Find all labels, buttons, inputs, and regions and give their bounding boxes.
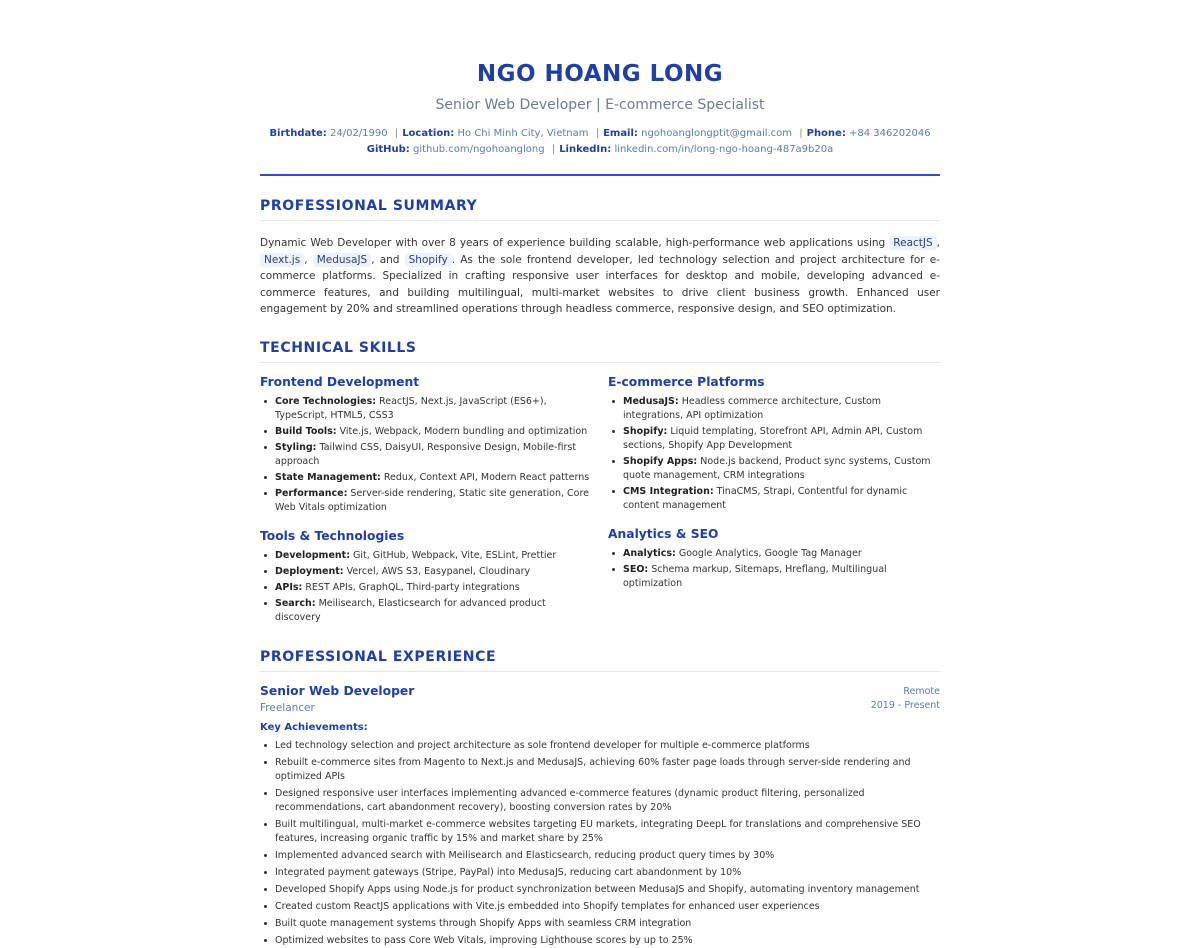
separator: | bbox=[595, 128, 600, 139]
skill-key: CMS Integration: bbox=[623, 485, 714, 497]
resume-header bbox=[260, 58, 940, 176]
skill-value: Vercel, AWS S3, Easypanel, Cloudinary bbox=[343, 565, 531, 577]
list-item bbox=[275, 395, 592, 423]
skills-heading: TECHNICAL SKILLS bbox=[260, 340, 940, 363]
list-item bbox=[275, 441, 592, 469]
list-item bbox=[275, 565, 592, 579]
skill-value: REST APIs, GraphQL, Third-party integrations bbox=[302, 581, 520, 593]
list-item: Optimized websites to pass Core Web Vitals, improving Lighthouse scores by up to 25% bbox=[275, 934, 940, 948]
skills-grid bbox=[260, 373, 940, 637]
skill-value: Schema markup, Sitemaps, Hreflang, Multilingual optimization bbox=[623, 563, 887, 589]
skill-value: Git, GitHub, Webpack, Vite, ESLint, Prettier bbox=[350, 549, 557, 561]
email-link[interactable]: ngohoanglongptit@gmail.com bbox=[641, 128, 793, 139]
list-item bbox=[275, 487, 592, 515]
experience-section bbox=[260, 649, 940, 948]
skill-value: Meilisearch, Elasticsearch for advanced product discovery bbox=[275, 597, 546, 623]
skill-value: Redux, Context API, Modern React patterns bbox=[380, 471, 590, 483]
summary-part: Dynamic Web Developer with over 8 years of experience building scalable, high-performance web applications using bbox=[260, 237, 890, 249]
list-item bbox=[623, 425, 940, 453]
skill-value: TinaCMS, Strapi, Contentful for dynamic content management bbox=[623, 485, 908, 511]
list-item bbox=[623, 547, 940, 561]
summary-text bbox=[260, 235, 940, 318]
separator: | bbox=[551, 144, 556, 155]
skill-key: Build Tools: bbox=[275, 425, 337, 437]
skill-key: Core Technologies: bbox=[275, 395, 377, 407]
list-item: Rebuilt e-commerce sites from Magento to Next.js and MedusaJS, achieving 60% faster page loads through server-side rendering and optimized APIs bbox=[275, 756, 940, 784]
experience-heading: PROFESSIONAL EXPERIENCE bbox=[260, 649, 940, 672]
skill-key: Development: bbox=[275, 549, 350, 561]
frontend-list bbox=[260, 395, 592, 515]
birthdate-label: Birthdate: bbox=[269, 128, 327, 139]
contact-info bbox=[260, 126, 940, 158]
skill-key: Shopify Apps: bbox=[623, 455, 698, 467]
list-item bbox=[623, 395, 940, 423]
email-label: Email: bbox=[603, 128, 638, 139]
candidate-title: Senior Web Developer | E-commerce Specialist bbox=[435, 97, 765, 113]
job-dates: 2019 - Present bbox=[870, 699, 940, 711]
tools-list bbox=[260, 549, 592, 625]
skill-key: Shopify: bbox=[623, 425, 668, 437]
summary-part: . As the sole frontend developer, led technology selection and project architecture for e-commerce platforms. Specialized in crafting responsive user interfaces for desktop and mobile, developing advanced e-commerce features, and building multilingual, multi-market websites to drive client business growth. Enhanced user engagement by 20% and streamlined operations through headless commerce, responsive design, and SEO optimization. bbox=[260, 253, 940, 316]
list-item: Built quote management systems through Shopify Apps with seamless CRM integration bbox=[275, 917, 940, 931]
skill-value: Node.js backend, Product sync systems, Custom quote management, CRM integrations bbox=[623, 455, 931, 481]
github-label: GitHub: bbox=[366, 144, 410, 155]
location-label: Location: bbox=[402, 128, 455, 139]
skill-key: MedusaJS: bbox=[623, 395, 679, 407]
list-item: Implemented advanced search with Meilisearch and Elasticsearch, reducing product query times by 30% bbox=[275, 849, 940, 863]
list-item bbox=[623, 485, 940, 513]
skill-value: ReactJS, Next.js, JavaScript (ES6+), TypeScript, HTML5, CSS3 bbox=[275, 395, 547, 421]
list-item: Developed Shopify Apps using Node.js for product synchronization between MedusaJS and Shopify, automating inventory management bbox=[275, 883, 940, 897]
phone-label: Phone: bbox=[806, 128, 846, 139]
tools-heading: Tools & Technologies bbox=[260, 528, 405, 543]
tools-group bbox=[260, 527, 592, 625]
tech-tag: Next.js bbox=[260, 253, 304, 267]
job-meta bbox=[871, 682, 940, 716]
list-item: Led technology selection and project architecture as sole frontend developer for multiple e-commerce platforms bbox=[275, 739, 940, 753]
company-name: Freelancer bbox=[260, 701, 315, 714]
candidate-name: NGO HOANG LONG bbox=[476, 61, 724, 87]
location-value: Ho Chi Minh City, Vietnam bbox=[457, 128, 589, 139]
separator: | bbox=[394, 128, 399, 139]
analytics-heading: Analytics & SEO bbox=[608, 526, 719, 541]
summary-and: , and bbox=[371, 253, 405, 266]
skill-key: SEO: bbox=[623, 563, 649, 575]
skill-key: Deployment: bbox=[275, 565, 344, 577]
skills-left-column bbox=[260, 373, 592, 637]
tech-tag: ReactJS bbox=[889, 236, 936, 250]
skill-value: Headless commerce architecture, Custom integrations, API optimization bbox=[623, 395, 882, 421]
list-item: Built multilingual, multi-market e-commerce websites targeting EU markets, integrating DeepL for translations and comprehensive SEO features, increasing organic traffic by 15% and market share by 25% bbox=[275, 818, 940, 846]
list-item bbox=[275, 581, 592, 595]
achievements-list bbox=[260, 739, 940, 948]
frontend-heading: Frontend Development bbox=[260, 374, 420, 389]
job-title: Senior Web Developer bbox=[260, 683, 415, 698]
skill-value: Vite.js, Webpack, Modern bundling and optimization bbox=[336, 425, 588, 437]
skill-value: Google Analytics, Google Tag Manager bbox=[675, 547, 862, 559]
linkedin-label: LinkedIn: bbox=[559, 144, 612, 155]
ecommerce-group bbox=[608, 373, 940, 513]
job-left bbox=[260, 682, 414, 716]
list-item bbox=[275, 549, 592, 563]
summary-section bbox=[260, 198, 940, 318]
skill-key: Styling: bbox=[275, 441, 317, 453]
skill-value: Tailwind CSS, DaisyUI, Responsive Design, Mobile-first approach bbox=[275, 441, 577, 467]
resume-page bbox=[260, 0, 940, 948]
tech-tag: Shopify bbox=[405, 253, 452, 267]
skill-key: Analytics: bbox=[623, 547, 676, 559]
skill-value: Server-side rendering, Static site generation, Core Web Vitals optimization bbox=[275, 487, 589, 513]
separator: | bbox=[799, 128, 803, 139]
contact-line-1 bbox=[260, 126, 940, 142]
linkedin-link[interactable]: linkedin.com/in/long-ngo-hoang-487a9b20a bbox=[614, 144, 834, 155]
skill-key: Performance: bbox=[275, 487, 348, 499]
list-item bbox=[275, 471, 592, 485]
list-item bbox=[275, 425, 592, 439]
header-divider bbox=[260, 174, 940, 176]
ecommerce-list bbox=[608, 395, 940, 513]
skill-key: APIs: bbox=[275, 581, 303, 593]
skills-section bbox=[260, 340, 940, 637]
phone-link[interactable]: +84 346202046 bbox=[849, 128, 931, 139]
github-link[interactable]: github.com/ngohoanglong bbox=[412, 144, 545, 155]
skill-value: Liquid templating, Storefront API, Admin API, Custom sections, Shopify App Development bbox=[623, 425, 923, 451]
frontend-group bbox=[260, 373, 592, 515]
job-header bbox=[260, 682, 940, 716]
list-item: Integrated payment gateways (Stripe, PayPal) into MedusaJS, reducing cart abandonment by 10% bbox=[275, 866, 940, 880]
analytics-list bbox=[608, 547, 940, 591]
achievements-label: Key Achievements: bbox=[260, 721, 368, 733]
summary-comma: , bbox=[936, 237, 940, 249]
skill-key: Search: bbox=[275, 597, 316, 609]
list-item bbox=[623, 563, 940, 591]
skill-key: State Management: bbox=[275, 471, 381, 483]
analytics-group bbox=[608, 525, 940, 591]
summary-comma: , bbox=[304, 253, 313, 266]
contact-line-2 bbox=[260, 142, 940, 158]
summary-heading: PROFESSIONAL SUMMARY bbox=[260, 198, 940, 221]
ecommerce-heading: E-commerce Platforms bbox=[608, 374, 765, 389]
tech-tag: MedusaJS bbox=[313, 253, 372, 267]
list-item bbox=[275, 597, 592, 625]
list-item: Designed responsive user interfaces implementing advanced e-commerce features (dynamic product filtering, personalized recommendations, cart abandonment recovery), boosting conversion rates by 20% bbox=[275, 787, 940, 815]
list-item bbox=[623, 455, 940, 483]
job-location: Remote bbox=[903, 685, 940, 697]
birthdate-value: 24/02/1990 bbox=[329, 128, 388, 139]
skills-right-column bbox=[608, 373, 940, 637]
list-item: Created custom ReactJS applications with Vite.js embedded into Shopify templates for enhanced user experiences bbox=[275, 900, 940, 914]
